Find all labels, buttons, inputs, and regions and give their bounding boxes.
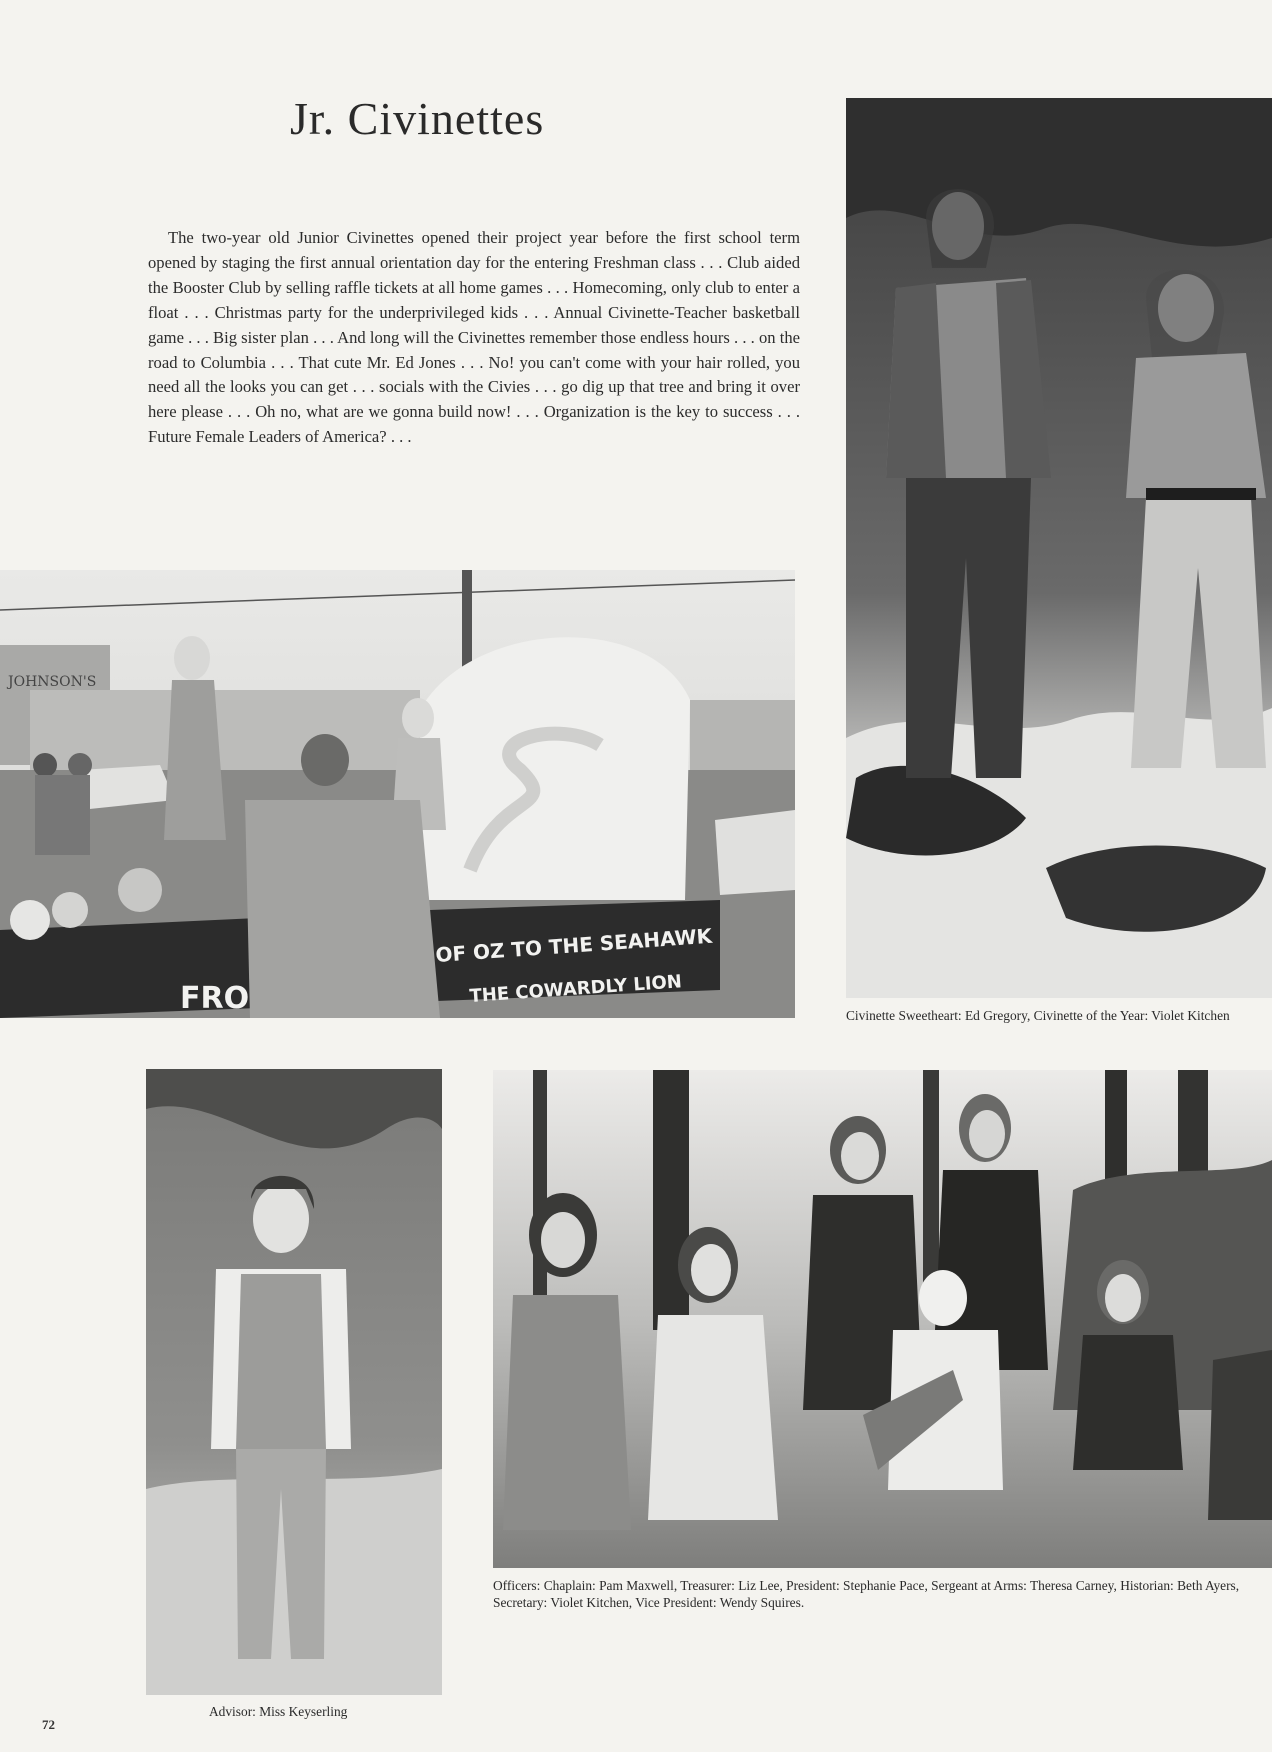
officers-caption: Officers: Chaplain: Pam Maxwell, Treasurer: Liz Lee, President: Stephanie Pace, Sergeant at Arms: Theresa Carney, Historian: Beth Ayers, Secretary: Violet Kitchen, Vice President: Wendy Squires.	[493, 1578, 1240, 1610]
float-banner-line2: THE COWARDLY LION	[468, 971, 683, 1007]
sweetheart-caption: Civinette Sweetheart: Ed Gregory, Civinette of the Year: Violet Kitchen	[846, 1008, 1230, 1023]
intro-paragraph: The two-year old Junior Civinettes opened their project year before the first school term opened by staging the first annual orientation day for the entering Freshman class . . . Club aided the Booster Club by selling raffle tickets at all home games . . . Homecoming, only club to enter a float . . . Christmas party for the underprivileged kids . . . Annual Civinette-Teacher basketball game . . . Big sister plan . . . And long will the Civinettes remember those endless hours . . . on the road to Columbia . . . That cute Mr. Ed Jones . . . No! you can't come with your hair rolled, you need all the looks you can get . . . socials with the Civies . . . go dig up that tree and bring it over here please . . . Oh no, what are we gonna build now! . . . Organization is the key to success . . . Future Female Leaders of America? . . .	[148, 228, 800, 447]
page-number: 72	[42, 1717, 55, 1732]
float-banner-left: FRO	[180, 981, 250, 1016]
advisor-photo	[146, 1069, 442, 1695]
float-banner-line1: OF OZ TO THE SEAHAWK	[434, 923, 713, 967]
sweetheart-photo	[846, 98, 1272, 998]
shop-sign: JOHNSON'S	[8, 674, 97, 690]
advisor-caption: Advisor: Miss Keyserling	[209, 1704, 348, 1719]
homecoming-float-photo	[0, 570, 795, 1018]
page-title: Jr. Civinettes	[290, 93, 545, 144]
officers-photo	[493, 1070, 1272, 1568]
